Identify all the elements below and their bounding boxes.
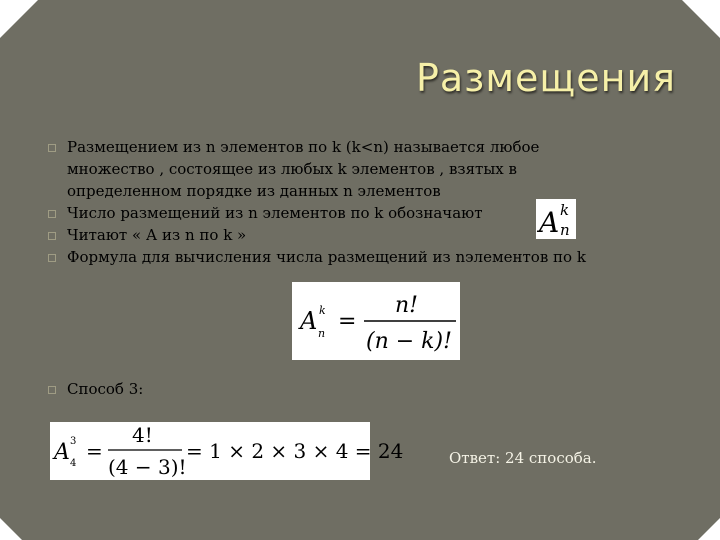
- example-sub: 4: [70, 458, 77, 469]
- bullet-list: [48, 136, 708, 268]
- corner-decoration-top-right: [682, 0, 720, 38]
- notation-letter: A: [539, 206, 560, 239]
- bullet-notation: [48, 202, 708, 224]
- bullet-line: Число размещений из n элементов по k обозначают: [67, 204, 483, 222]
- formula-letter: A: [300, 307, 318, 335]
- bullet-line: множество , состоящее из любых k элементов , взятых в: [67, 160, 517, 178]
- example-denominator: (4 − 3)!: [108, 455, 187, 479]
- notation-symbol: [536, 199, 576, 239]
- bullet-reading: [48, 224, 708, 246]
- formula-sub: n: [318, 327, 326, 340]
- example-result: = 1 × 2 × 3 × 4 = 24: [186, 439, 404, 463]
- bullet-marker-icon: [48, 232, 56, 240]
- bullet-line: Размещением из n элементов по k (k<n) называется любое: [67, 138, 540, 156]
- corner-decoration-top-left: [0, 0, 38, 38]
- general-formula: [292, 282, 460, 360]
- bullet-marker-icon: [48, 386, 56, 394]
- formula-sup: k: [319, 304, 326, 317]
- example-letter: A: [54, 440, 70, 465]
- bullet-definition: [48, 136, 708, 202]
- bullet-line: Читают « А из n по k »: [67, 226, 247, 244]
- bullet-line: Формула для вычисления числа размещений из nэлементов по k: [67, 248, 586, 266]
- corner-decoration-bottom-right: [698, 518, 720, 540]
- notation-sup: k: [560, 201, 570, 219]
- slide-title: Размещения: [415, 56, 676, 100]
- corner-decoration-bottom-left: [0, 518, 22, 540]
- formula-numerator: n!: [395, 293, 419, 318]
- bullet-marker-icon: [48, 144, 56, 152]
- bullet-marker-icon: [48, 254, 56, 262]
- method-label: Способ 3:: [67, 380, 144, 398]
- answer-text: Ответ: 24 способа.: [449, 449, 597, 467]
- bullet-formula-intro: [48, 246, 708, 268]
- example-equals: =: [86, 439, 103, 463]
- example-sup: 3: [70, 436, 77, 447]
- example-formula: [50, 422, 404, 480]
- bullet-marker-icon: [48, 210, 56, 218]
- bullet-line: определенном порядке из данных n элементов: [67, 182, 441, 200]
- example-numerator: 4!: [132, 423, 153, 447]
- formula-denominator: (n − k)!: [366, 329, 452, 354]
- formula-equals: =: [338, 309, 357, 334]
- method-bullet: [48, 378, 143, 400]
- notation-sub: n: [560, 221, 570, 239]
